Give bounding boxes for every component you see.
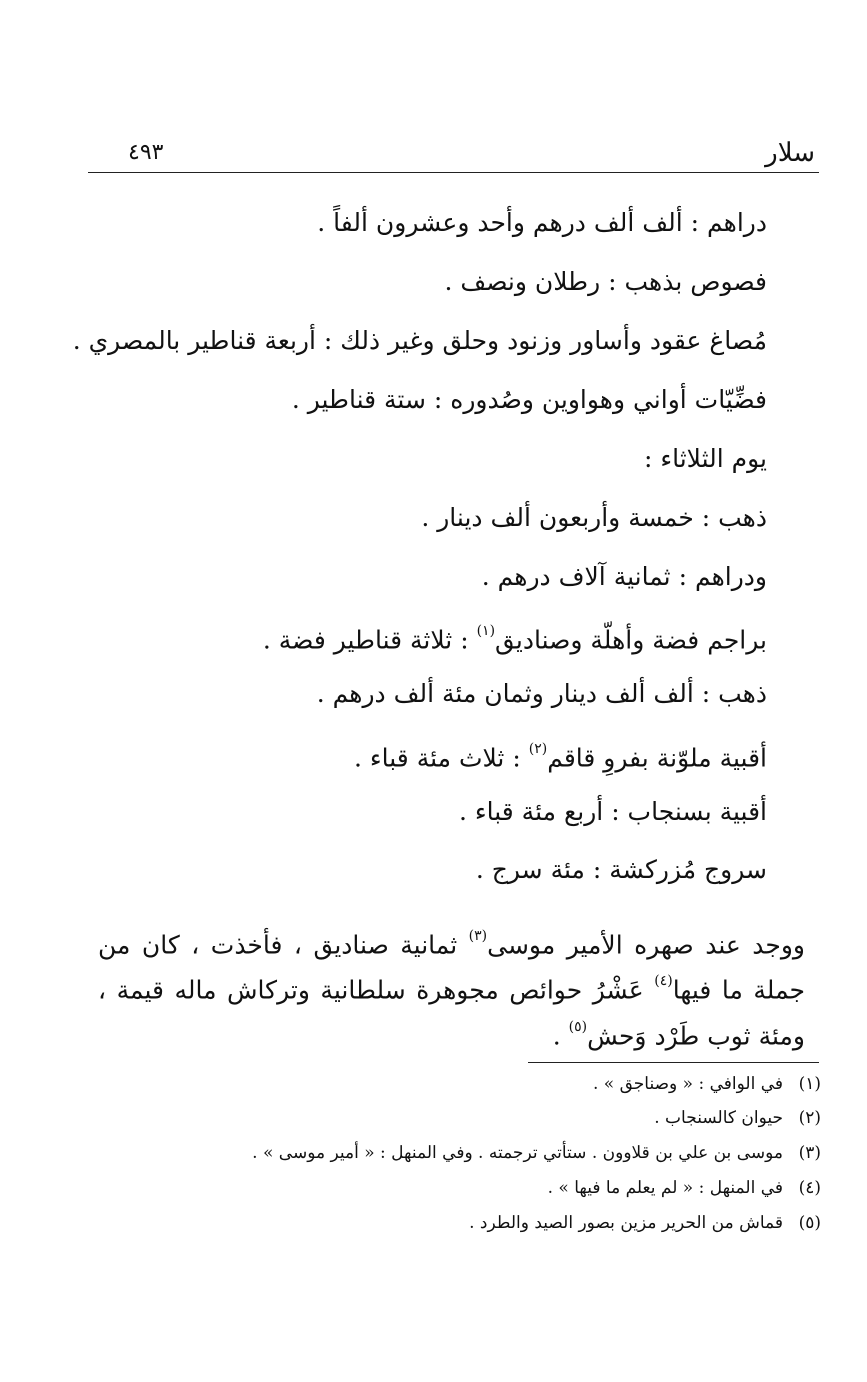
footnote-ref: (٢) [528,741,548,757]
text-line: ذهب : ألف ألف دينار وثمان مئة ألف درهم . [316,679,767,708]
footnote-number: (٤) [798,1178,821,1198]
text-line: سروج مُزركشة : مئة سرج . [475,855,767,884]
text-line: دراهم : ألف ألف درهم وأحد وعشرون ألفاً . [317,208,767,237]
footnote-number: (٢) [798,1108,821,1128]
line-text: : ثلاث مئة قباء . [353,743,529,773]
footnote-text: في الوافي : « وصناجق » . [593,1074,783,1094]
body-paragraph [98,920,805,1056]
text-line: فضِّيّات أواني وهواوين وصُدوره : ستة قناطير . [291,385,767,414]
paragraph-text: عَشْرُ حوائص مجوهرة سلطانية وتركاش ماله قيمة ، ومئة ثوب طَرْد وَحش [98,975,805,1050]
footnote-ref: (٥) [568,1018,588,1035]
line-text: أقبية ملوّنة بفروِ قاقم [547,743,767,773]
footnote [90,1211,821,1235]
footnote-ref: (٤) [654,973,673,990]
footnote-number: (٣) [798,1143,821,1163]
line-text: : ثلاثة قناطير فضة . [262,625,477,655]
footnote [90,1176,821,1200]
footnote [90,1106,821,1130]
text-line [70,617,767,658]
paragraph-text: ووجد عند صهره الأمير موسى [487,930,805,960]
text-line [70,735,767,776]
footnote-rule [528,1062,819,1063]
text-line: ذهب : خمسة وأربعون ألف دينار . [421,503,767,532]
footnote-text: موسى بن علي بن قلاوون . ستأتي ترجمته . وفي المنهل : « أمير موسى » . [252,1143,783,1163]
header-rule [88,172,819,173]
line-text: براجم فضة وأهلّة وصناديق [495,625,767,655]
footnote-number: (٥) [798,1213,821,1233]
footnote-text: قماش من الحرير مزين بصور الصيد والطرد . [469,1213,783,1233]
footnote-ref: (١) [476,623,496,639]
text-line: يوم الثلاثاء : [643,444,767,473]
paragraph-text: . [552,1020,569,1050]
text-line: مُصاغ عقود وأساور وزنود وحلق وغير ذلك : أربعة قناطير بالمصري . [72,326,767,355]
paragraph-text: ثمانية صناديق ، فأخذت ، كان من جملة ما فيها [98,930,805,1005]
footnote-number: (١) [798,1074,821,1094]
text-line: ودراهم : ثمانية آلاف درهم . [481,562,767,591]
footnote-ref: (٣) [468,928,488,944]
footnote [90,1072,821,1096]
text-line: فصوص بذهب : رطلان ونصف . [444,267,767,296]
text-line: أقبية بسنجاب : أربع مئة قباء . [458,797,767,826]
footnote-text: حيوان كالسنجاب . [654,1108,783,1128]
page-number: ٤٩٣ [128,140,164,165]
footnote [90,1141,821,1165]
running-title: سلار [765,138,815,168]
footnote-text: في المنهل : « لم يعلم ما فيها » . [547,1178,783,1198]
